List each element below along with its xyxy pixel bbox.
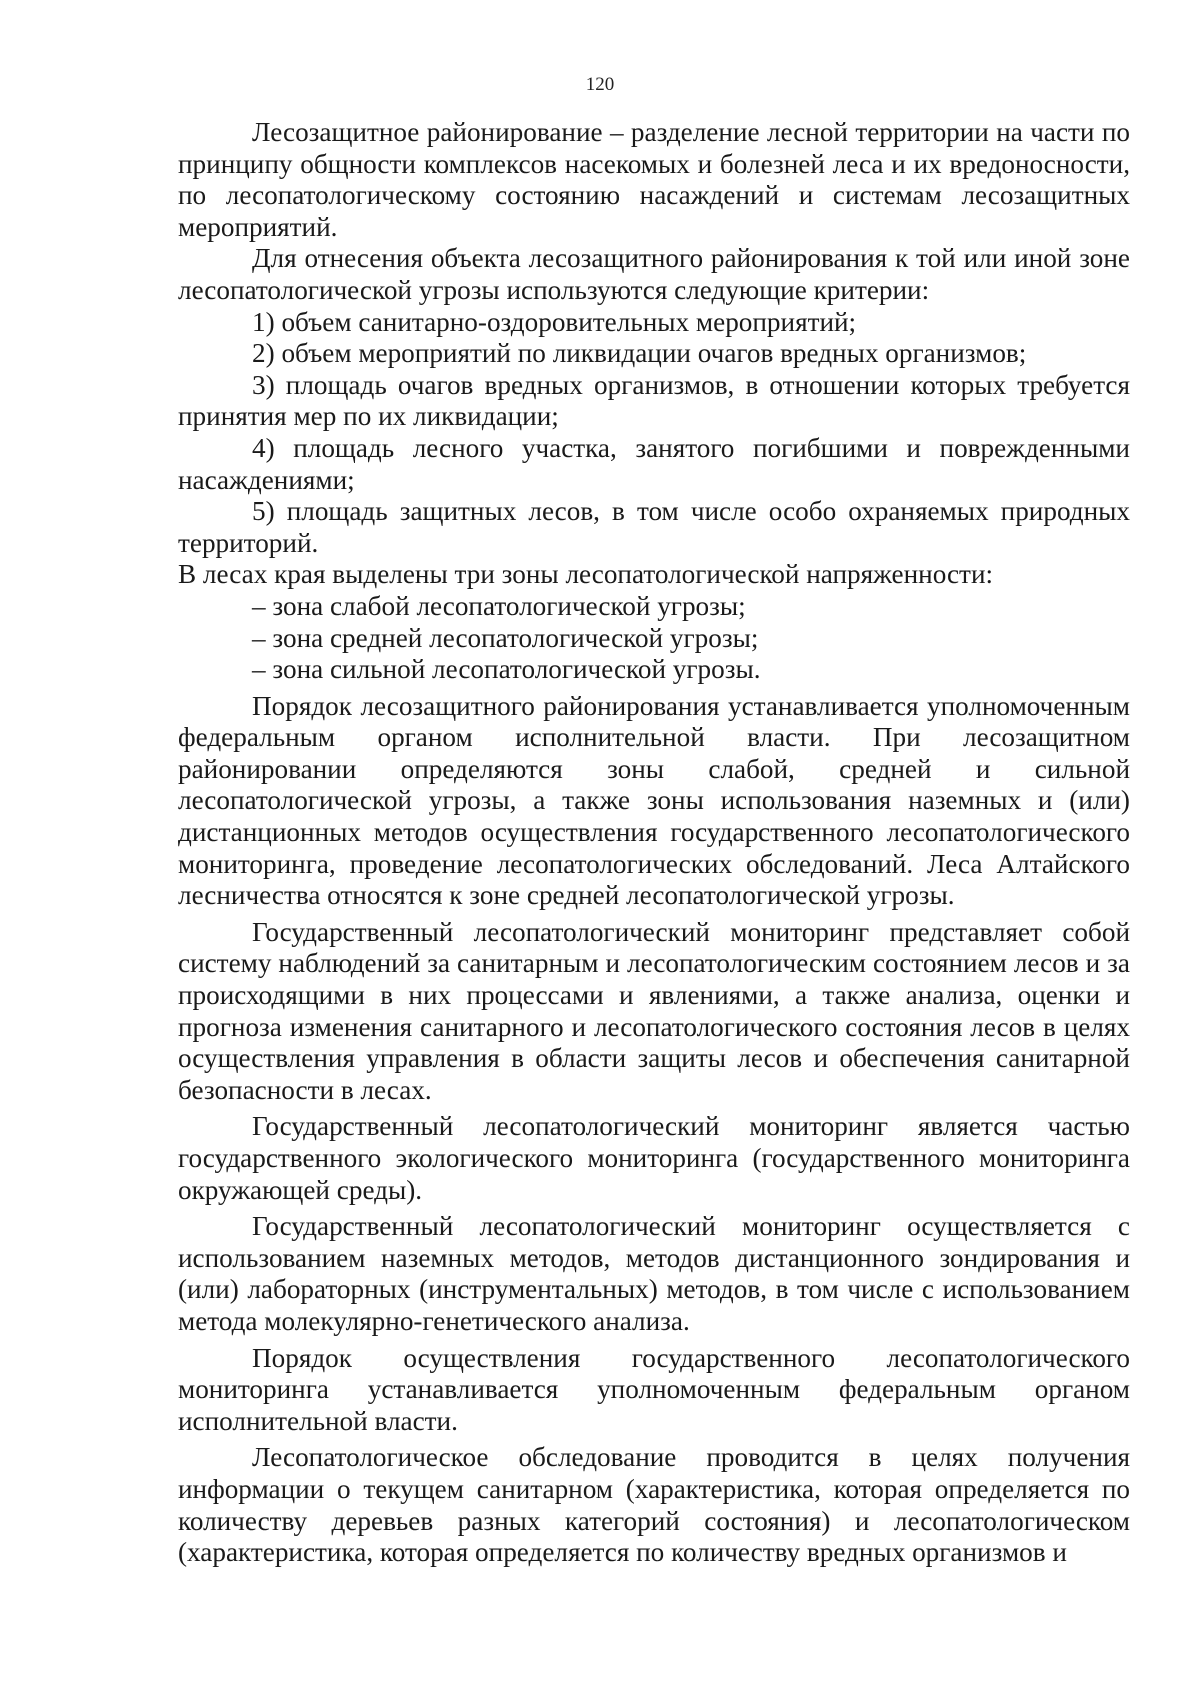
list-item: 1) объем санитарно-оздоровительных мероприятий;	[252, 306, 857, 337]
paragraph: Лесозащитное районирование – разделение лесной территории на части по принципу общности комплексов насекомых и болезней леса и их вредоносности, по лесопатологическому состоянию насаждений и системам лесозащитных мероприятий.	[178, 117, 1130, 242]
list-item: 3) площадь очагов вредных организмов, в отношении которых требуется принятия мер по их ликвидации;	[178, 369, 1130, 432]
list-item: 5) площадь защитных лесов, в том числе особо охраняемых природных территорий.	[178, 496, 1130, 558]
paragraph: Государственный лесопатологический мониторинг является частью государственного экологического мониторинга (государственного мониторинга окружающей среды).	[178, 1111, 1130, 1205]
list-item: – зона слабой лесопатологической угрозы;	[252, 590, 746, 621]
paragraph: Порядок осуществления государственного лесопатологического мониторинга устанавливается уполномоченным федеральным органом исполнительной власти.	[178, 1342, 1130, 1436]
body-text	[178, 117, 1130, 1569]
list-item: – зона сильной лесопатологической угрозы.	[252, 654, 761, 685]
paragraph: Лесопатологическое обследование проводится в целях получения информации о текущем санитарном (характеристика, которая определяется по количеству деревьев разных категорий состояния) и лесопатологическом (характеристика, которая определяется по количеству вредных организмов и	[178, 1442, 1130, 1568]
paragraph: В лесах края выделены три зоны лесопатологической напряженности:	[178, 559, 994, 590]
page-number: 120	[585, 74, 615, 95]
list-item: 4) площадь лесного участка, занятого погибшими и поврежденными насаждениями;	[178, 432, 1130, 495]
paragraph: Для отнесения объекта лесозащитного районирования к той или иной зоне лесопатологической угрозы используются следующие критерии:	[178, 243, 1130, 305]
paragraph: Государственный лесопатологический мониторинг осуществляется с использованием наземных методов, методов дистанционного зондирования и (или) лабораторных (инструментальных) методов, в том числе с использованием метода молекулярно-генетического анализа.	[178, 1211, 1130, 1336]
paragraph: Порядок лесозащитного районирования устанавливается уполномоченным федеральным органом исполнительной власти. При лесозащитном районировании определяются зоны слабой, средней и сильной лесопатологической угрозы, а также зоны использования наземных и (или) дистанционных методов осуществления государственного лесопатологического мониторинга, проведение лесопатологических обследований. Леса Алтайского лесничества относятся к зоне средней лесопатологической угрозы.	[178, 690, 1130, 911]
list-item: – зона средней лесопатологической угрозы;	[252, 622, 759, 653]
paragraph: Государственный лесопатологический мониторинг представляет собой систему наблюдений за санитарным и лесопатологическим состоянием лесов и за происходящими в них процессами и явлениями, а также анализа, оценки и прогноза изменения санитарного и лесопатологического состояния лесов в целях осуществления управления в области защиты лесов и обеспечения санитарной безопасности в лесах.	[178, 916, 1130, 1105]
list-item: 2) объем мероприятий по ликвидации очагов вредных организмов;	[252, 338, 1027, 369]
